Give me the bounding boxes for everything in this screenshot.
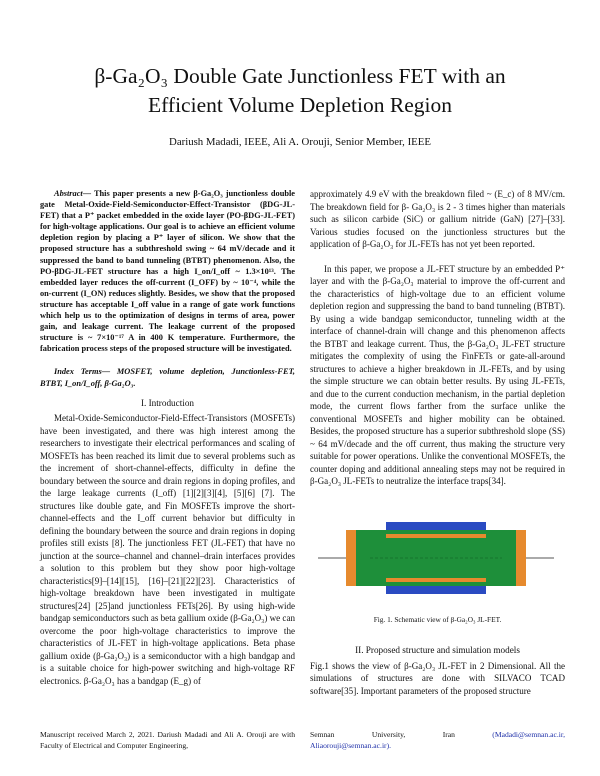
abstract-text: This paper presents a new β-Ga₂O₃ junctionless double gate Metal-Oxide-Field-Semiconductor-Effect-Transistor (βDG-JL-FET) that a P⁺ packet embedded in the oxide layer (PO-βDG-JL-FET) for high-voltage applications. Our goal is to achieve an efficient volume depletion region by placing a P⁺ layer of silicon. We show that the proposed structure has a subthreshold swing ~ 64 mV/decade and it suppressed the band to band tunneling (BTBT) phenomenon. Also, the PO-βDG-JL-FET structure has a high I_on/I_off ~ 1.3×10¹³. The embedded layer reduces the off-current (I_OFF) by ~ 10⁻⁴, while the on-current (I_ON) reduces slightly. Besides, we show that the proposed structure has acceptable I_off value in a range of gate work functions which help us to the optimization of designs in terms of area, power gain, and leakage current. The leakage current of the proposed structure is ~ 7×10⁻¹⁷ A in 400 K temperature. Furthermore, the fabrication process steps of the proposed structure will be investigated. bbox=[40, 189, 295, 354]
index-terms-label: Index Terms— bbox=[54, 367, 111, 377]
affiliation-word-1: Semnan bbox=[310, 730, 335, 739]
index-terms bbox=[40, 366, 295, 388]
affiliation-word-2: University, bbox=[371, 730, 406, 739]
index-terms-text: MOSFET, volume depletion, Junctionless-FET, BTBT, I_on/I_off, β-Ga₂O₃. bbox=[40, 367, 295, 388]
figure-1-schematic bbox=[310, 504, 562, 612]
left-column bbox=[40, 188, 295, 687]
bottom-p-plus-layer bbox=[386, 578, 486, 582]
abstract bbox=[40, 188, 295, 354]
intro-paragraph: Metal-Oxide-Semiconductor-Field-Effect-Transistors (MOSFETs) have been investigated, and there was high interest among the researchers to investigate their electrical performances and scaling of MOSFETs has been reached its limit due to several problems such as the increment of short-channel-effects, difficulty in define the boundary between the source and drain regions in doping profiles, and the large leakage currents (I_off) [1][2][3][4], [5][6] [7]. The structures like double gate, and Fin MOSFETs improve the short-channel-effects and the I_off current behavior but difficulty in defining the boundary between the source and drain regions in doping profiles still exists [8]. The junctionless FET (JL-FET) that have no junction at the source–channel and channel–drain interfaces provides a solution to this problem but they show poor high-voltage characteristics[9]–[14][15], [16]–[21][22][23]. Characteristics of high-voltage breakdown have been investigated in multigate structures[24] [25]and junctionless FETs[26]. By using high-wide bandgap semiconductors such as beta gallium oxide (β-Ga₂O₃) we can overcome the poor high-voltage characteristics to improve the characteristics of JL-FET in high-voltage applications. Beta phase gallium oxide (β-Ga₂O₃) is a semiconductor with a high bandgap and is a suitable choice for high-power switching and high-voltage RF electronics. β-Ga₂O₃ has a bandgap (E_g) of bbox=[40, 413, 296, 686]
paper-title bbox=[40, 62, 560, 120]
figure-1-caption: Fig. 1. Schematic view of β-Ga₂O₃ JL-FET. bbox=[373, 614, 502, 624]
right-column bbox=[310, 188, 565, 697]
manuscript-footnote: Manuscript received March 2, 2021. Dariush Madadi and Ali A. Orouji are with Faculty of Electrical and Computer Engineering, bbox=[40, 730, 295, 750]
email-row bbox=[310, 741, 565, 752]
top-gate bbox=[386, 522, 486, 530]
section-2-heading: II. Proposed structure and simulation models bbox=[355, 645, 520, 655]
email-link-1[interactable]: (Madadi@semnan.ac.ir, bbox=[492, 730, 565, 739]
right-paragraph-1: approximately 4.9 eV with the breakdown filed ~ (E_c) of 8 MV/cm. The breakdown field for β- Ga₂O₃ is 2 - 3 times higher than materials such as silicon carbide (SiC) or gallium nitride (GaN) [27]–[33]. Various studies focused on the junctionless structures but the application of β-Ga₂O₃ for JL-FETs has not yet been reported. bbox=[310, 189, 565, 249]
abstract-label: Abstract— bbox=[54, 189, 92, 198]
device-schematic-svg bbox=[310, 504, 562, 612]
drain-contact bbox=[516, 530, 526, 586]
title-line-1: β-Ga₂O₃ Double Gate Junctionless FET with an bbox=[94, 64, 506, 88]
title-line-2: Efficient Volume Depletion Region bbox=[148, 93, 452, 117]
email-link-2[interactable]: Aliaorouji@semnan.ac.ir). bbox=[310, 740, 392, 750]
affiliation-word-3: Iran bbox=[442, 730, 455, 739]
affiliation-footnote bbox=[310, 730, 565, 751]
section-2-paragraph: Fig.1 shows the view of β-Ga₂O₃ JL-FET in 2 Dimensional. All the simulations of structures are done with SILVACO TCAD software[35]. Important parameters of the proposed structure bbox=[310, 660, 565, 696]
source-contact bbox=[346, 530, 356, 586]
affiliation-row bbox=[310, 730, 565, 741]
top-p-plus-layer bbox=[386, 534, 486, 538]
right-paragraph-2: In this paper, we propose a JL-FET structure by an embedded P⁺ layer and with the β-Ga₂O₃ material to improve the off-current and the characteristics of high-voltage due to an efficient volume depletion region and suppressing the band to band tunneling (BTBT). By using a wide bandgap semiconductor, tunneling width at the interface of channel-drain will change and this phenomenon affects the BTBT and leakage current. Thus, the β-Ga₂O₃ JL-FET structure mitigates the complexity of using the FinFETs or gate-all-around structures to achieve a higher breakdown in JL-FETs, and by using the simple structure we can obtain better results. By using JL-FETs, and due to the current conduction mechanism, in the partial depletion mode, the current flows farther from the surface unlike the conventional MOSFETs and higher mobility can be obtained. Besides, the proposed structure has a superior subthreshold slope (SS) ~ 64 mV/decade and the off current, thus making the structure very suitable for power operations. Unlike the conventional MOSFETs, the counter doping and additional annealing steps may not be required in β-Ga₂O₃ JL-FETs to neutralize the interface traps[34]. bbox=[310, 263, 565, 486]
author-line: Dariush Madadi, IEEE, Ali A. Orouji, Senior Member, IEEE bbox=[169, 136, 431, 148]
bottom-gate bbox=[386, 586, 486, 594]
section-1-heading: I. Introduction bbox=[140, 397, 195, 408]
